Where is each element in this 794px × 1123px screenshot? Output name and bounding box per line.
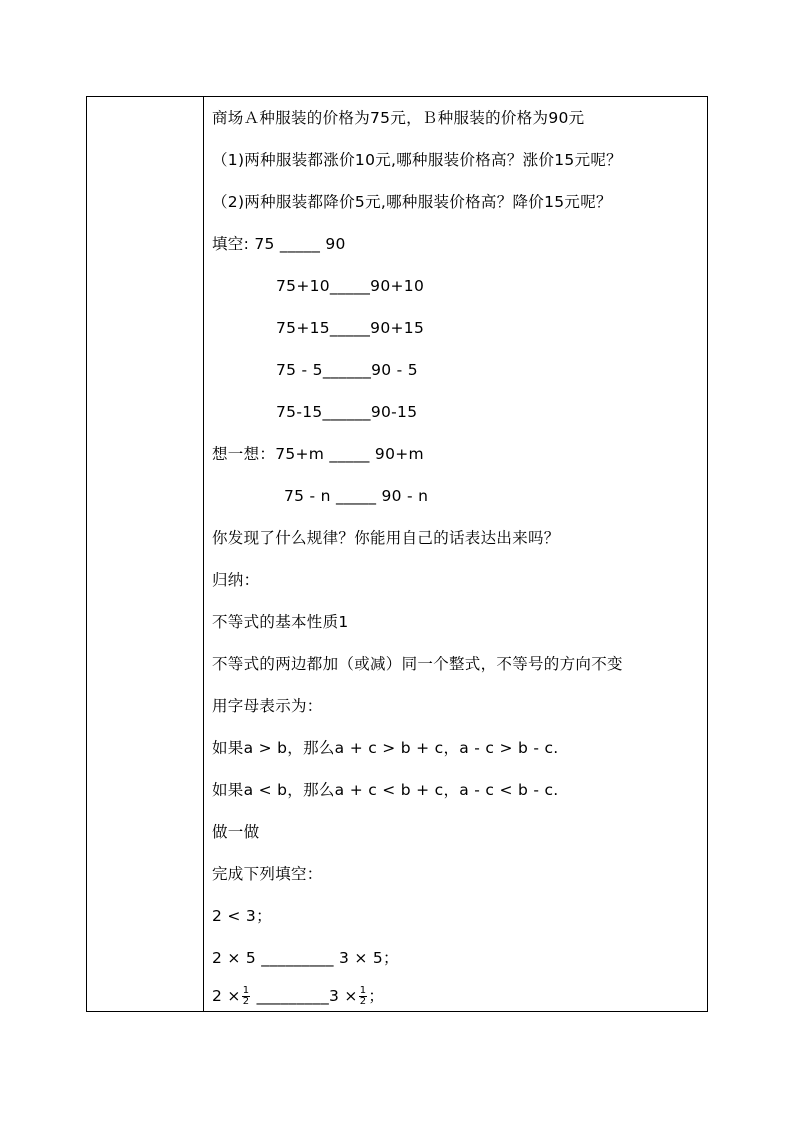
rule-greater: 如果a > b，那么a + c > b + c，a - c > b - c.: [212, 739, 559, 757]
property-title: 不等式的基本性质1: [212, 613, 349, 631]
left-column: [87, 97, 204, 1011]
practice-instruction: 完成下列填空：: [212, 865, 323, 883]
think-line: 想一想：75+m _____ 90+m: [212, 445, 424, 463]
fraction-line-part2: _________3 ×: [251, 987, 358, 1005]
discover-question: 你发现了什么规律？你能用自己的话表达出来吗？: [212, 529, 560, 547]
fill-blank-line: 75+10_____90+10: [276, 277, 425, 295]
summary-heading: 归纳：: [212, 571, 260, 589]
content-column: [204, 97, 707, 1011]
practice-line: 2 × 5 _________ 3 × 5；: [212, 949, 399, 967]
practice-line: 2 < 3；: [212, 907, 272, 925]
fraction-one-half: [359, 986, 368, 1007]
fill-blank-line: 75 - 5______90 - 5: [276, 361, 418, 379]
fill-blank-line: 75-15______90-15: [276, 403, 418, 421]
fraction-numerator: 1: [359, 985, 367, 996]
fraction-denominator: 2: [242, 996, 250, 1007]
fraction-one-half: [242, 986, 251, 1007]
document-table: [86, 96, 708, 1012]
problem-statement: 商场Ａ种服装的价格为75元，Ｂ种服装的价格为90元: [212, 109, 585, 127]
fraction-line-part3: ；: [368, 987, 385, 1005]
think-line-2: 75 - n _____ 90 - n: [284, 487, 429, 505]
question-1: （1)两种服装都涨价10元,哪种服装价格高？涨价15元呢？: [212, 151, 622, 169]
fraction-numerator: 1: [242, 985, 250, 996]
fill-blank-header: 填空: 75 _____ 90: [212, 235, 346, 253]
property-statement: 不等式的两边都加（或减）同一个整式，不等号的方向不变: [212, 655, 623, 673]
fraction-denominator: 2: [359, 996, 367, 1007]
letter-representation: 用字母表示为：: [212, 697, 323, 715]
fraction-line-part1: 2 ×: [212, 987, 241, 1005]
rule-less: 如果a < b，那么a + c < b + c，a - c < b - c.: [212, 781, 559, 799]
practice-line-fraction: [212, 986, 384, 1007]
practice-heading: 做一做: [212, 823, 260, 841]
fill-blank-line: 75+15_____90+15: [276, 319, 425, 337]
question-2: （2)两种服装都降价5元,哪种服装价格高？降价15元呢？: [212, 193, 612, 211]
